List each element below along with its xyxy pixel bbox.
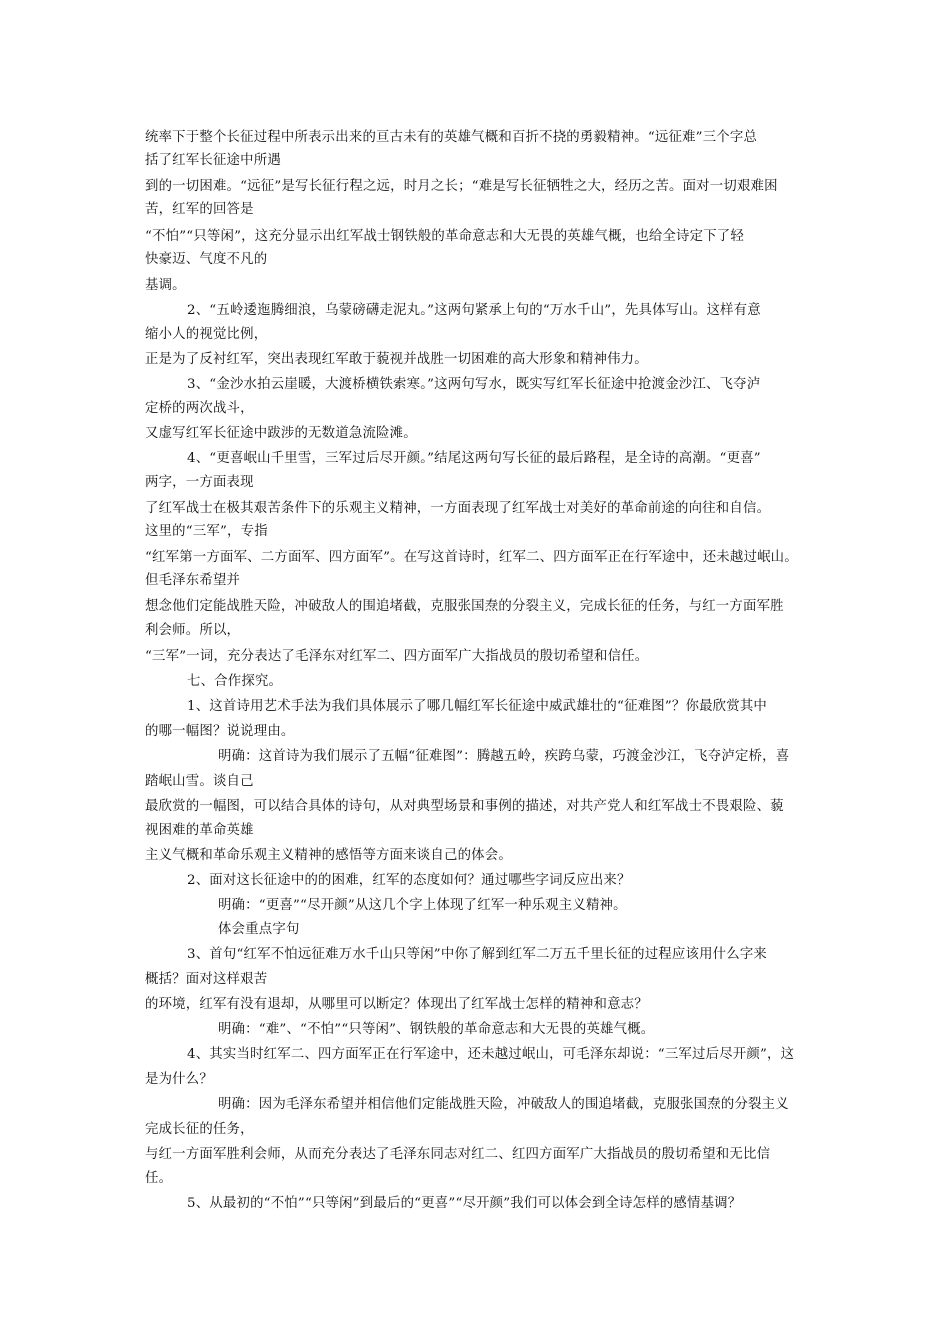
text-line: 利会师。所以， — [145, 623, 241, 638]
text-line: 3、首句“红军不怕远征难万水千山只等闲”中你了解到红军二万五千里长征的过程应该用什么字来 — [187, 947, 768, 962]
text-line: 概括？面对这样艰苦 — [145, 972, 268, 987]
text-line: 定桥的两次战斗， — [145, 401, 254, 416]
text-line: 5、从最初的“不怕”“只等闲”到最后的“更喜”“尽开颜”我们可以体会到全诗怎样的感情基调？ — [187, 1196, 742, 1211]
text-line: 踏岷山雪。谈自己 — [145, 774, 254, 789]
text-line: 明确：“难”、“不怕”“只等闲”、钢铁般的革命意志和大无畏的英雄气概。 — [218, 1022, 655, 1037]
text-line: 明确：因为毛泽东希望并相信他们定能战胜天险，冲破敌人的围追堵截，克服张国焘的分裂主义 — [218, 1097, 789, 1112]
text-line: 这里的“三军”，专指 — [145, 524, 268, 539]
section-heading: 七、合作探究。 — [187, 674, 283, 689]
text-line: 是为什么？ — [145, 1072, 213, 1087]
text-line: 与红一方面军胜利会师，从而充分表达了毛泽东同志对红二、红四方面军广大指战员的殷切希望和无比信 — [145, 1147, 771, 1162]
text-line: 了红军战士在极其艰苦条件下的乐观主义精神，一方面表现了红军战士对美好的革命前途的向往和自信。 — [145, 501, 771, 516]
text-line: 1、这首诗用艺术手法为我们具体展示了哪几幅红军长征途中威武雄壮的“征难图”？你最欣赏其中 — [187, 699, 768, 714]
text-line: 括了红军长征途中所遇 — [145, 153, 281, 168]
text-line: 3、“金沙水拍云崖暖，大渡桥横铁索寒。”这两句写水，既实写红军长征途中抢渡金沙江、飞夺泸 — [187, 377, 761, 392]
text-line: 最欣赏的一幅图，可以结合具体的诗句，从对典型场景和事例的描述，对共产党人和红军战士不畏艰险、藐 — [145, 799, 784, 814]
text-line: 2、面对这长征途中的的困难，红军的态度如何？通过哪些字词反应出来？ — [187, 873, 631, 888]
text-line: “红军第一方面军、二方面军、四方面军”。在写这首诗时，红军二、四方面军正在行军途中，还未越过岷山。 — [145, 550, 798, 565]
text-line: 任。 — [145, 1171, 173, 1186]
text-line: 正是为了反衬红军，突出表现红军敢于藐视并战胜一切困难的高大形象和精神伟力。 — [145, 352, 648, 367]
text-line: 4、“更喜岷山千里雪，三军过后尽开颜。”结尾这两句写长征的最后路程，是全诗的高潮。“更喜” — [187, 451, 761, 466]
text-line: 4、其实当时红军二、四方面军正在行军途中，还未越过岷山，可毛泽东却说：“三军过后尽开颜”，这 — [187, 1047, 795, 1062]
text-line: “三军”一词，充分表达了毛泽东对红军二、四方面军广大指战员的殷切希望和信任。 — [145, 649, 649, 664]
text-line: 的环境，红军有没有退却，从哪里可以断定？体现出了红军战士怎样的精神和意志？ — [145, 997, 648, 1012]
text-line: “不怕”“只等闲”，这充分显示出红军战士钢铁般的革命意志和大无畏的英雄气概，也给全诗定下了轻 — [145, 229, 744, 244]
text-line: 快豪迈、气度不凡的 — [145, 252, 268, 267]
text-line: 主义气概和革命乐观主义精神的感悟等方面来谈自己的体会。 — [145, 848, 512, 863]
text-line: 但毛泽东希望并 — [145, 573, 241, 588]
text-line: 统率下于整个长征过程中所表示出来的亘古未有的英雄气概和百折不挠的勇毅精神。“远征难”三个字总 — [145, 130, 758, 145]
text-line: 两字，一方面表现 — [145, 475, 254, 490]
text-line: 到的一切困难。“远征”是写长征行程之远，时月之长；“难是写长征牺牲之大，经历之苦。面对一切艰难困 — [145, 179, 778, 194]
text-line: 完成长征的任务， — [145, 1122, 254, 1137]
text-line: 又虚写红军长征途中跋涉的无数道急流险滩。 — [145, 426, 417, 441]
text-line: 缩小人的视觉比例， — [145, 327, 268, 342]
text-line: 明确：这首诗为我们展示了五幅“征难图”：腾越五岭，疾跨乌蒙，巧渡金沙江，飞夺泸定桥，喜 — [218, 749, 790, 764]
text-line: 2、“五岭逶迤腾细浪，乌蒙磅礴走泥丸。”这两句紧承上句的“万水千山”，先具体写山。这样有意 — [187, 303, 761, 318]
text-line: 的哪一幅图？说说理由。 — [145, 724, 295, 739]
text-line: 明确：“更喜”“尽开颜”从这几个字上体现了红军一种乐观主义精神。 — [218, 898, 627, 913]
text-line: 苦，红军的回答是 — [145, 202, 254, 217]
text-line: 体会重点字句 — [218, 922, 300, 937]
text-line: 基调。 — [145, 278, 186, 293]
text-line: 视困难的革命英雄 — [145, 823, 254, 838]
text-line: 想念他们定能战胜天险，冲破敌人的围追堵截，克服张国焘的分裂主义，完成长征的任务，与红一方面军胜 — [145, 599, 784, 614]
